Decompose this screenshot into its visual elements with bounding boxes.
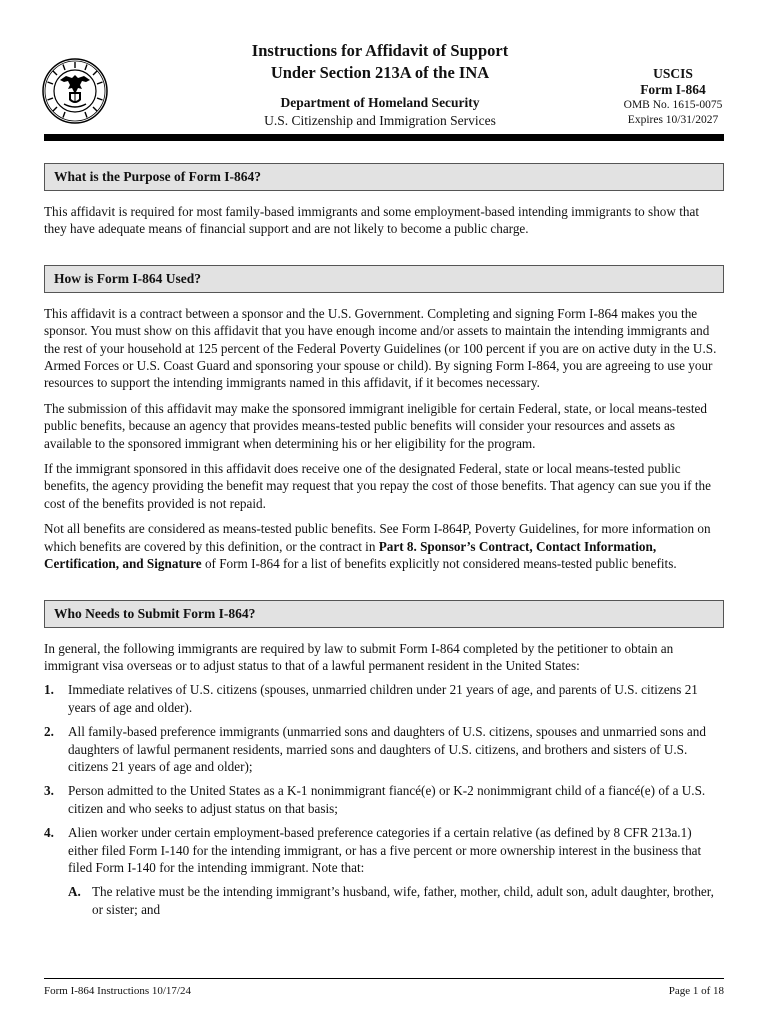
- sub-list-item: [44, 883, 724, 918]
- used-paragraph-3: If the immigrant sponsored in this affidavit does receive one of the designated Federal, state or local means-tested public benefits, the agency providing the benefit may request that you repay the cost of those benefits. That agency can sue you if the cost of the benefits provided is not repaid.: [44, 461, 711, 511]
- list-item: [44, 723, 724, 775]
- used-paragraph-2: The submission of this affidavit may make the sponsored immigrant ineligible for certain Federal, state, or local means-tested public benefits, because an agency that provides means-tested public benefits will consider your resources and assets as available to the sponsored immigrant when determining his or her eligibility for the program.: [44, 400, 707, 451]
- purpose-paragraph: This affidavit is required for most family-based immigrants and some employment-based intending immigrants to show that they have adequate means of financial support and are not likely to become a public charge.: [44, 204, 699, 237]
- dhs-seal-icon: [42, 58, 108, 124]
- used-paragraph-4-text-b: of Form I-864 for a list of benefits explicitly not considered means-tested public benefits.: [201, 556, 677, 572]
- department-name: Department of Homeland Security: [280, 95, 480, 110]
- used-paragraph-1: This affidavit is a contract between a sponsor and the U.S. Government. Completing and signing Form I-864 makes you the sponsor. You must show on this affidavit that you have enough income and/or assets to maintain the intending immigrants and the rest of your household at 125 percent of the Federal Poverty Guidelines (or 100 percent if you are on active duty in the U.S. Armed Forces or U.S. Coast Guard and sponsoring your spouse or child). By signing Form I-864, you are agreeing to use your resources to support the intending immigrants named in this affidavit, if it becomes necessary.: [44, 305, 717, 391]
- form-id-block: [610, 66, 736, 128]
- header-titles: [200, 40, 560, 130]
- section-heading-who: Who Needs to Submit Form I-864?: [44, 600, 724, 628]
- list-item-number: 1.: [44, 682, 54, 698]
- used-paragraph-4-text-a: Not all benefits are considered as means-tested public benefits. See Form I-864P, Poverty Guidelines, for more information on which benefits are covered by this definition, or the contract in: [44, 521, 711, 554]
- list-item-text: Person admitted to the United States as a K-1 nonimmigrant fiancé(e) or K-2 nonimmigrant child of a fiancé(e) of a U.S. citizen and who seeks to adjust status on that basis;: [68, 783, 706, 816]
- list-item: [44, 782, 724, 817]
- list-item: [44, 681, 724, 716]
- list-item: [44, 824, 724, 876]
- expiration-date: Expires 10/31/2027: [627, 114, 719, 126]
- list-item-text: Alien worker under certain employment-based preference categories if a certain relative (as defined by 8 CFR 213a.1) either filed Form I-140 for the intending immigrant, or has a five percent or more ownership interest in the business that filed Form I-140 for the intending immigrant. Note that:: [68, 825, 702, 875]
- footer-divider: [44, 978, 724, 979]
- header-divider: [44, 134, 724, 141]
- who-intro: In general, the following immigrants are required by law to submit Form I-864 completed by the petitioner to obtain an immigrant visa overseas or to adjust status to that of a lawful permanent resident in the United States:: [44, 640, 674, 673]
- footer-page-number: Page 1 of 18: [668, 985, 724, 997]
- section-heading-purpose: What is the Purpose of Form I-864?: [44, 163, 724, 191]
- agency-label: USCIS: [653, 66, 693, 81]
- service-name: U.S. Citizenship and Immigration Services: [264, 113, 496, 128]
- document-title-line1: Instructions for Affidavit of Support: [251, 41, 509, 60]
- list-item-text: Immediate relatives of U.S. citizens (spouses, unmarried children under 21 years of age, and parents of U.S. citizens 21 years of age and older).: [68, 682, 698, 715]
- document-body: [44, 163, 724, 918]
- list-item-text: All family-based preference immigrants (unmarried sons and daughters of U.S. citizens, spouses and unmarried sons and daughters of lawful permanent residents, married sons and daughters of U.S. citizens, and brothers and sisters of U.S. citizens 21 years of age and older);: [68, 724, 706, 774]
- form-number: Form I-864: [640, 82, 706, 97]
- omb-number: OMB No. 1615-0075: [623, 99, 723, 111]
- list-item-number: 2.: [44, 724, 54, 740]
- sub-list-item-letter: A.: [68, 884, 81, 900]
- list-item-number: 4.: [44, 825, 54, 841]
- used-paragraph-4: [44, 520, 724, 572]
- footer-form-edition: Form I-864 Instructions 10/17/24: [44, 985, 191, 997]
- section-heading-used: How is Form I-864 Used?: [44, 265, 724, 293]
- part8-reference: Part 8. Sponsor’s Contract, Contact Information, Certification, and Signature: [44, 538, 657, 572]
- document-title-line2: Under Section 213A of the INA: [270, 63, 490, 82]
- sub-list-item-text: The relative must be the intending immigrant’s husband, wife, father, mother, child, adult son, adult daughter, brother, or sister; and: [92, 884, 714, 917]
- list-item-number: 3.: [44, 783, 54, 799]
